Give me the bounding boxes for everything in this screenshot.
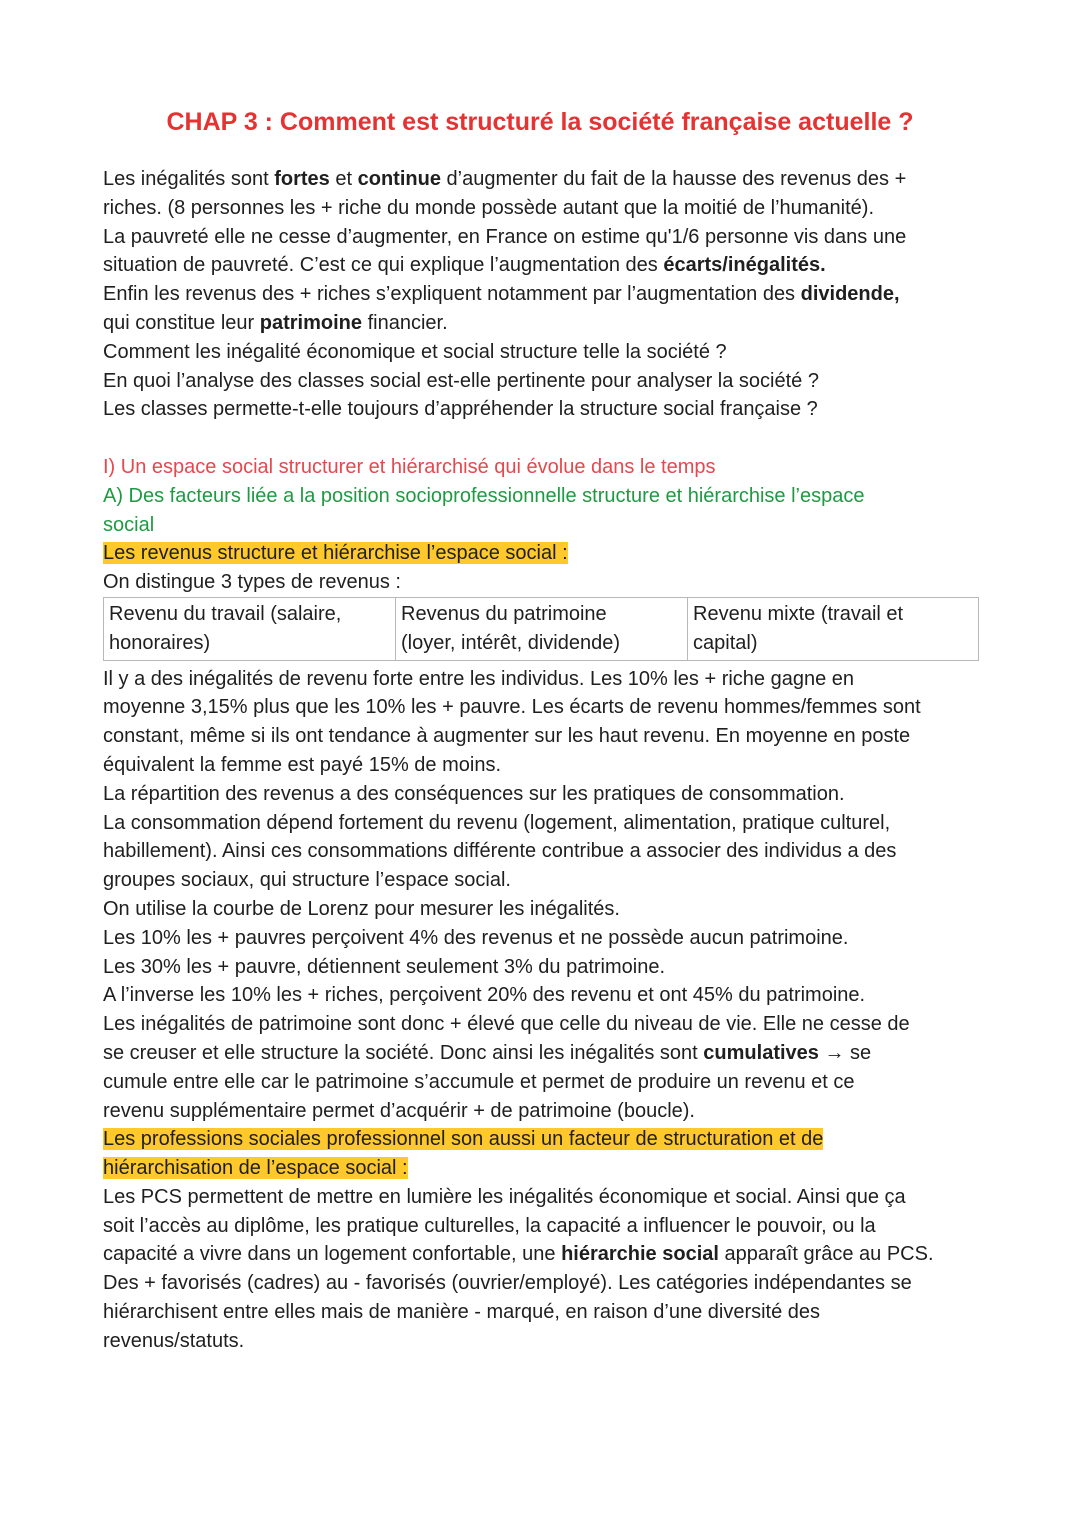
text-run: → se (818, 1041, 872, 1064)
paragraph-line: constant, même si ils ont tendance à augmenter sur les haut revenu. En moyenne en poste (103, 725, 911, 748)
paragraph-line: La répartition des revenus a des conséquences sur les pratiques de consommation. (103, 782, 845, 805)
subsection-heading: A) Des facteurs liée a la position socioprofessionnelle structure et hiérarchise l’espace (103, 484, 865, 507)
paragraph-pcs-end (103, 1269, 983, 1355)
intro-line (103, 280, 983, 309)
question-line: Les classes permette-t-elle toujours d’appréhender la structure social française ? (103, 398, 818, 421)
paragraph-line: revenus/statuts. (103, 1329, 245, 1352)
paragraph-line: Les 30% les + pauvre, détiennent seulement 3% du patrimoine. (103, 955, 666, 978)
table-cell: Revenus du patrimoine (loyer, intérêt, dividende) (396, 598, 688, 660)
highlighted-heading: Les professions sociales professionnel son aussi un facteur de structuration et de (103, 1128, 824, 1151)
text-run: capacité a vivre dans un logement confortable, une (103, 1243, 562, 1266)
bold-text: cumulatives (703, 1041, 819, 1064)
intro-line (103, 251, 983, 280)
table-cell: Revenu mixte (travail et capital) (693, 602, 904, 654)
paragraph-line: Les 10% les + pauvres perçoivent 4% des revenus et ne possède aucun patrimoine. (103, 926, 849, 949)
text-run: se creuser et elle structure la société. Donc ainsi les inégalités sont (103, 1041, 704, 1064)
paragraph-line: soit l’accès au diplôme, les pratique culturelles, la capacité a influencer le pouvoir, ou la (103, 1214, 876, 1237)
table-cell: Revenu du travail (salaire, honoraires) (104, 598, 396, 660)
text-run: qui constitue leur (103, 311, 260, 334)
intro-line: La pauvreté elle ne cesse d’augmenter, en France on estime qu'1/6 personne vis dans une (103, 225, 907, 248)
document-body (103, 165, 983, 1356)
bold-text: dividende, (800, 283, 900, 306)
paragraph-line (103, 1240, 983, 1269)
paragraph-line: Les PCS permettent de mettre en lumière les inégalités économique et social. Ainsi que ça (103, 1185, 906, 1208)
text-run: d’augmenter du fait de la hausse des revenus des + (440, 168, 907, 190)
text-run: financier. (362, 311, 448, 334)
bold-text: fortes (274, 168, 330, 190)
revenue-types-table (103, 597, 979, 661)
paragraph-line: cumule entre elle car le patrimoine s’accumule et permet de produire un revenu et ce (103, 1070, 855, 1093)
bold-text: continue (357, 168, 441, 190)
chapter-title: CHAP 3 : Comment est structuré la société française actuelle ? (166, 108, 914, 136)
paragraph-line: La consommation dépend fortement du revenu (logement, alimentation, pratique culturel, (103, 811, 891, 834)
highlighted-heading: Les revenus structure et hiérarchise l’espace social : (103, 542, 568, 565)
paragraph-line: revenu supplémentaire permet d’acquérir + de patrimoine (boucle). (103, 1099, 695, 1122)
question-line: Comment les inégalité économique et social structure telle la société ? (103, 340, 727, 363)
question-line: En quoi l’analyse des classes social est-elle pertinente pour analyser la société ? (103, 369, 819, 392)
text-run: situation de pauvreté. C’est ce qui explique l’augmentation des (103, 254, 664, 277)
section-heading: I) Un espace social structurer et hiérarchisé qui évolue dans le temps (103, 455, 716, 478)
intro-line (103, 309, 983, 338)
paragraph-line (103, 1039, 983, 1068)
intro-line: riches. (8 personnes les + riche du monde possède autant que la moitié de l’humanité). (103, 196, 875, 219)
paragraph-line: Il y a des inégalités de revenu forte entre les individus. Les 10% les + riche gagne en (103, 667, 855, 690)
text-run: Enfin les revenus des + riches s’expliquent notamment par l’augmentation des (103, 283, 801, 306)
paragraph-inequalities-end (103, 1068, 983, 1126)
paragraph-line: Des + favorisés (cadres) au - favorisés (ouvrier/employé). Les catégories indépendantes se (103, 1272, 912, 1295)
bold-text: hiérarchie social (561, 1243, 719, 1266)
intro-line (103, 165, 983, 194)
types-intro: On distingue 3 types de revenus : (103, 571, 401, 594)
highlighted-heading: hiérarchisation de l’espace social : (103, 1157, 408, 1180)
paragraph-line: Les inégalités de patrimoine sont donc + élevé que celle du niveau de vie. Elle ne cesse de (103, 1013, 910, 1036)
paragraph-line: moyenne 3,15% plus que les 10% les + pauvre. Les écarts de revenu hommes/femmes sont (103, 696, 921, 719)
bold-text: patrimoine (259, 311, 363, 334)
text-run: Les inégalités sont (103, 168, 275, 190)
bold-text: écarts/inégalités. (663, 254, 826, 277)
paragraph-line: hiérarchisent entre elles mais de manière - marqué, en raison d’une diversité des (103, 1301, 821, 1324)
subsection-heading-cont: social (103, 513, 155, 536)
text-run: apparaît grâce au PCS. (718, 1243, 934, 1266)
text-run: et (329, 168, 358, 190)
paragraph-line: habillement). Ainsi ces consommations différente contribue a associer des individus a des (103, 840, 897, 863)
paragraph-line: On utilise la courbe de Lorenz pour mesurer les inégalités. (103, 897, 620, 920)
paragraph-inequalities (103, 665, 983, 1039)
paragraph-line: groupes sociaux, qui structure l’espace social. (103, 869, 511, 892)
spacer (103, 424, 983, 453)
paragraph-line: équivalent la femme est payé 15% de moins. (103, 753, 501, 776)
paragraph-line: A l’inverse les 10% les + riches, perçoivent 20% des revenu et ont 45% du patrimoine. (103, 984, 866, 1007)
